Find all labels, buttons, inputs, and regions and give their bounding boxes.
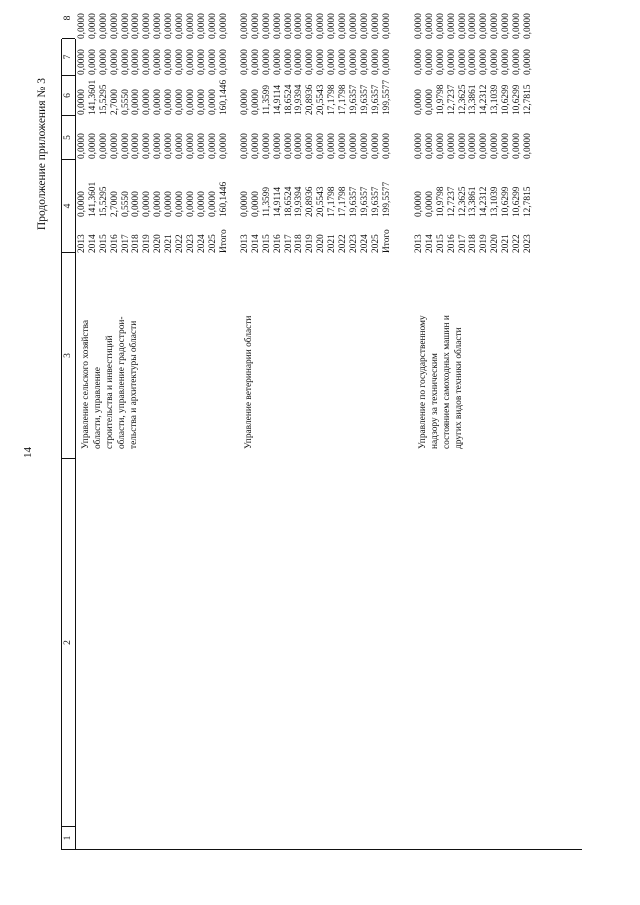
table-cell: 10,6299 (512, 84, 523, 115)
table-cell: 2020 (316, 234, 327, 253)
table-cell: 0,0000 (196, 13, 207, 39)
table-cell: 12,3625 (457, 186, 468, 217)
table-cell: 0,0000 (175, 49, 186, 75)
table-cell: 0,0000 (512, 133, 523, 159)
table-cell: 18,6524 (283, 84, 294, 115)
table-cell: 0,0000 (424, 191, 435, 217)
table-cell: 0,0000 (446, 49, 457, 75)
table-cell: 0,0000 (316, 133, 327, 159)
table-cell: 0,0000 (316, 49, 327, 75)
table-cell: 160,1446 (218, 181, 229, 217)
table-cell: 0,0000 (77, 89, 87, 115)
table-cell: 2019 (479, 234, 490, 253)
table-cell: 0,0000 (490, 13, 501, 39)
table-cell: 0,0000 (457, 13, 468, 39)
table-cell: 0,0000 (381, 49, 392, 75)
header-divider (62, 159, 75, 160)
table-cell: 0,0000 (250, 49, 261, 75)
table-cell: 0,0000 (457, 133, 468, 159)
table-cell: 0,0000 (272, 13, 283, 39)
table-cell: 0,0000 (164, 49, 175, 75)
table-cell: 0,0000 (153, 13, 164, 39)
header-col-7: 7 (63, 54, 73, 60)
table-cell: 0,0000 (501, 133, 512, 159)
table-cell: 0,0000 (424, 133, 435, 159)
table-cell: 0,0000 (120, 13, 131, 39)
table-cell: 0,0000 (490, 133, 501, 159)
table-cell: 0,0000 (120, 133, 131, 159)
agency-name (80, 249, 140, 449)
table-cell: 0,0000 (196, 191, 207, 217)
header-col-2: 2 (63, 640, 73, 645)
year-column (77, 217, 229, 253)
table-cell: 2025 (207, 234, 218, 253)
total-column (414, 159, 534, 217)
table-cell: 14,2312 (479, 84, 490, 115)
header-divider (62, 826, 75, 827)
header-col-4: 4 (63, 203, 73, 209)
table-cell: 12,7815 (522, 186, 533, 217)
table-cell: 13,3861 (468, 84, 479, 115)
table-cell: 11,3599 (261, 84, 272, 115)
table-cell: 15,5295 (98, 84, 109, 115)
table-cell: 0,0000 (435, 133, 446, 159)
table-cell: 0,0000 (77, 49, 87, 75)
local-budget-column (77, 39, 229, 75)
table-cell: 0,0000 (446, 133, 457, 159)
table-cell: 0,0000 (77, 13, 87, 39)
table-cell: 0,0000 (468, 13, 479, 39)
table-cell: 10,9798 (435, 186, 446, 217)
table-cell: 0,0000 (370, 13, 381, 39)
table-cell: 0,0000 (327, 49, 338, 75)
table-cell: 2019 (142, 234, 153, 253)
table-cell: 0,0000 (98, 49, 109, 75)
agency-line: других видов техники области (454, 327, 464, 449)
table-cell: 0,0000 (164, 191, 175, 217)
table-cell: 20,8936 (305, 186, 316, 217)
page-number: 14 (22, 447, 34, 458)
table-cell: 0,0000 (196, 133, 207, 159)
table-cell: 0,0000 (348, 133, 359, 159)
table-cell: 2022 (175, 234, 186, 253)
table-cell: 0,0000 (87, 49, 98, 75)
table-cell: 0,0000 (446, 13, 457, 39)
table-cell: 2014 (250, 234, 261, 253)
table-cell: 10,6299 (512, 186, 523, 217)
table-cell: 0,0000 (142, 133, 153, 159)
table-cell: 0,0000 (218, 13, 229, 39)
table-cell: 0,0000 (348, 13, 359, 39)
local-budget-column (240, 39, 392, 75)
table-cell: 0,0000 (283, 133, 294, 159)
budget-table (61, 13, 582, 850)
table-cell: 0,0000 (305, 13, 316, 39)
table-cell: 2016 (272, 234, 283, 253)
table-cell: 2021 (164, 234, 175, 253)
table-cell: 0,0000 (414, 13, 424, 39)
table-cell: 0,0000 (261, 49, 272, 75)
table-cell: 17,1798 (338, 186, 349, 217)
table-cell: 15,5295 (98, 186, 109, 217)
table-cell: 0,0000 (77, 133, 87, 159)
table-cell: 0,0000 (218, 133, 229, 159)
table-cell: 0,0000 (457, 49, 468, 75)
table-cell: 0,0000 (261, 133, 272, 159)
agency-line: Управление сельского хозяйства (81, 319, 91, 449)
table-cell: 19,6357 (359, 186, 370, 217)
regional-budget-column (414, 75, 534, 115)
table-cell: 160,1446 (218, 79, 229, 115)
table-cell: 0,0000 (196, 89, 207, 115)
table-cell: 12,3625 (457, 84, 468, 115)
agency-name (243, 249, 255, 449)
table-cell: 2023 (185, 234, 196, 253)
table-cell: 0,0000 (294, 133, 305, 159)
table-cell: 0,0000 (479, 49, 490, 75)
table-cell: 0,0000 (131, 89, 142, 115)
table-cell: 0,0000 (164, 89, 175, 115)
table-cell: 0,0000 (109, 13, 120, 39)
table-cell: 0,0000 (207, 191, 218, 217)
table-cell: 0,0000 (414, 49, 424, 75)
table-cell: 2015 (98, 234, 109, 253)
agency-line: тельства и архитектуры области (129, 320, 139, 449)
table-cell: 2022 (512, 234, 523, 253)
table-cell: 0,0000 (468, 133, 479, 159)
other-sources-column (77, 0, 229, 39)
federal-budget-column (77, 115, 229, 159)
table-cell: 0,0000 (175, 89, 186, 115)
table-cell: 0,0000 (207, 133, 218, 159)
table-cell: 0,0000 (240, 133, 250, 159)
agency-line: области, управление (93, 367, 103, 449)
table-cell: 0,0000 (348, 49, 359, 75)
table-cell: 0,0000 (131, 133, 142, 159)
table-cell: 0,0000 (142, 89, 153, 115)
table-cell: 19,9394 (294, 186, 305, 217)
table-cell: 2016 (109, 234, 120, 253)
table-cell: 0,0000 (512, 13, 523, 39)
table-cell: 0,0000 (207, 13, 218, 39)
year-column (414, 217, 534, 253)
table-cell: 199,5577 (381, 181, 392, 217)
table-cell: 0,0000 (250, 191, 261, 217)
total-column (240, 159, 392, 217)
table-cell: 0,0000 (414, 89, 424, 115)
header-col-5: 5 (63, 135, 73, 140)
year-column (240, 217, 392, 253)
table-cell: 0,0000 (120, 49, 131, 75)
table-cell: 0,0000 (305, 49, 316, 75)
table-cell: 0,0000 (153, 191, 164, 217)
table-cell: 0,0000 (283, 49, 294, 75)
local-budget-column (414, 39, 534, 75)
table-cell: 0,0000 (424, 13, 435, 39)
header-divider (62, 252, 75, 253)
table-cell: 2019 (305, 234, 316, 253)
table-cell: 2015 (261, 234, 272, 253)
table-cell: 0,0000 (359, 49, 370, 75)
agency-line: Управление по государственному (418, 315, 428, 449)
table-cell: 0,0000 (261, 13, 272, 39)
regional-budget-column (77, 75, 229, 115)
table-cell: 2018 (294, 234, 305, 253)
table-cell: 0,0000 (164, 133, 175, 159)
table-cell: 19,6357 (359, 84, 370, 115)
table-cell: 0,0000 (381, 13, 392, 39)
table-cell: 2023 (522, 234, 533, 253)
appendix-title: Продолжение приложения № 3 (36, 78, 48, 231)
table-cell: 0,0000 (370, 133, 381, 159)
table-cell: 2,7000 (109, 191, 120, 217)
table-cell: 0,0000 (207, 89, 218, 115)
table-cell: 0,0000 (522, 13, 533, 39)
header-divider (62, 75, 75, 76)
table-cell: 0,0000 (240, 49, 250, 75)
table-cell: 2014 (424, 234, 435, 253)
table-cell: 0,0000 (142, 191, 153, 217)
table-cell: 19,6357 (348, 84, 359, 115)
table-cell: 12,7237 (446, 186, 457, 217)
table-cell: 18,6524 (283, 186, 294, 217)
table-header-row (62, 15, 76, 849)
table-cell: 0,0000 (512, 49, 523, 75)
table-cell: 2013 (77, 234, 87, 253)
table-cell: 12,7815 (522, 84, 533, 115)
table-cell: 0,0000 (294, 49, 305, 75)
table-cell: 2017 (457, 234, 468, 253)
table-cell: 0,0000 (153, 49, 164, 75)
table-cell: 0,0000 (414, 133, 424, 159)
table-cell: 12,7237 (446, 84, 457, 115)
table-cell: 0,0000 (250, 89, 261, 115)
table-cell: 0,0000 (294, 13, 305, 39)
table-cell: 0,0000 (272, 49, 283, 75)
table-cell: 141,3601 (87, 181, 98, 217)
table-cell: 17,1798 (327, 186, 338, 217)
table-cell: 0,0000 (338, 133, 349, 159)
table-cell: 2023 (348, 234, 359, 253)
table-cell: 0,0000 (98, 13, 109, 39)
header-divider (62, 458, 75, 459)
table-cell: 0,0000 (479, 13, 490, 39)
table-cell: 0,0000 (153, 89, 164, 115)
table-cell: 0,0000 (370, 49, 381, 75)
table-cell: 10,6299 (501, 186, 512, 217)
table-cell: 0,0000 (240, 89, 250, 115)
table-cell: 0,0000 (175, 133, 186, 159)
table-cell: 0,0000 (272, 133, 283, 159)
table-cell: 0,0000 (175, 13, 186, 39)
table-cell: 0,0000 (501, 49, 512, 75)
table-cell: 14,9114 (272, 84, 283, 115)
table-cell: 199,5577 (381, 79, 392, 115)
table-cell: 0,0000 (490, 49, 501, 75)
table-cell: 2024 (359, 234, 370, 253)
table-cell: 13,1039 (490, 84, 501, 115)
table-cell: 0,0000 (164, 13, 175, 39)
agency-line: области, управление градострои- (117, 316, 127, 449)
table-cell: 0,5550 (120, 191, 131, 217)
table-cell: 2017 (283, 234, 294, 253)
table-cell: 0,0000 (185, 89, 196, 115)
table-cell: 19,6357 (370, 84, 381, 115)
table-cell: 0,0000 (338, 13, 349, 39)
table-cell: 0,0000 (131, 191, 142, 217)
table-cell: 2014 (87, 234, 98, 253)
table-cell: 0,0000 (142, 49, 153, 75)
table-cell: 11,3599 (261, 186, 272, 217)
table-cell: 0,0000 (522, 49, 533, 75)
table-cell: 2021 (501, 234, 512, 253)
table-cell: 2015 (435, 234, 446, 253)
table-cell: 10,6299 (501, 84, 512, 115)
table-cell: 2022 (338, 234, 349, 253)
table-cell: 2017 (120, 234, 131, 253)
table-cell: 0,0000 (305, 133, 316, 159)
table-cell: 0,0000 (283, 13, 294, 39)
table-cell: 0,0000 (414, 191, 424, 217)
table-cell: 2018 (131, 234, 142, 253)
table-cell: 17,1798 (327, 84, 338, 115)
agency-name (417, 249, 465, 449)
table-cell: 0,0000 (109, 133, 120, 159)
table-cell: 0,0000 (109, 49, 120, 75)
other-sources-column (240, 0, 392, 39)
table-cell: 0,0000 (131, 13, 142, 39)
table-cell: 0,0000 (142, 13, 153, 39)
table-cell: Итого (218, 229, 229, 253)
table-cell: 0,0000 (424, 89, 435, 115)
table-cell: 0,0000 (218, 49, 229, 75)
table-cell: 0,0000 (250, 13, 261, 39)
table-cell: 17,1798 (338, 84, 349, 115)
table-cell: 0,0000 (522, 133, 533, 159)
table-cell: 0,0000 (327, 13, 338, 39)
table-cell: 0,0000 (185, 13, 196, 39)
header-col-8: 8 (63, 15, 73, 21)
federal-budget-column (414, 115, 534, 159)
table-cell: 0,5550 (120, 89, 131, 115)
table-cell: 0,0000 (327, 133, 338, 159)
table-cell: 14,2312 (479, 186, 490, 217)
agency-line: надзору за техническим (430, 353, 440, 449)
table-cell: 2021 (327, 234, 338, 253)
table-cell: 0,0000 (87, 133, 98, 159)
agency-line: состоянием самоходных машин и (442, 315, 452, 449)
agency-line: Управление ветеринарии области (244, 315, 254, 449)
header-col-6: 6 (63, 93, 73, 98)
table-cell: 13,1039 (490, 186, 501, 217)
header-divider (62, 115, 75, 116)
table-cell: 2016 (446, 234, 457, 253)
table-cell: 19,6357 (370, 186, 381, 217)
table-cell: 0,0000 (501, 13, 512, 39)
table-cell: 14,9114 (272, 186, 283, 217)
table-cell: 0,0000 (207, 49, 218, 75)
table-cell: 2,7000 (109, 89, 120, 115)
table-cell: 0,0000 (435, 13, 446, 39)
table-cell: 19,6357 (348, 186, 359, 217)
total-column (77, 159, 229, 217)
table-cell: 20,5543 (316, 84, 327, 115)
table-cell: 20,5543 (316, 186, 327, 217)
table-cell: 0,0000 (381, 133, 392, 159)
header-col-3: 3 (63, 353, 73, 358)
table-cell: 0,0000 (185, 49, 196, 75)
table-cell: 2020 (153, 234, 164, 253)
table-cell: 2013 (240, 234, 250, 253)
table-cell: 0,0000 (153, 133, 164, 159)
table-cell: 0,0000 (250, 133, 261, 159)
table-cell: 19,9394 (294, 84, 305, 115)
table-cell: 141,3601 (87, 79, 98, 115)
table-cell: 0,0000 (185, 133, 196, 159)
table-cell: 2024 (196, 234, 207, 253)
table-cell: 2025 (370, 234, 381, 253)
agency-line: строительства и инвестиций (105, 335, 115, 449)
table-cell: 0,0000 (131, 49, 142, 75)
table-cell: 0,0000 (338, 49, 349, 75)
table-cell: 2020 (490, 234, 501, 253)
table-cell: Итого (381, 229, 392, 253)
table-cell: 0,0000 (435, 49, 446, 75)
table-cell: 0,0000 (196, 49, 207, 75)
regional-budget-column (240, 75, 392, 115)
table-cell: 0,0000 (185, 191, 196, 217)
table-cell: 0,0000 (175, 191, 186, 217)
table-cell: 0,0000 (359, 13, 370, 39)
table-cell: 2018 (468, 234, 479, 253)
table-cell: 0,0000 (240, 13, 250, 39)
header-col-1: 1 (63, 835, 73, 841)
table-cell: 0,0000 (98, 133, 109, 159)
table-cell: 0,0000 (359, 133, 370, 159)
table-cell: 2013 (414, 234, 424, 253)
table-cell: 0,0000 (316, 13, 327, 39)
table-cell: 0,0000 (240, 191, 250, 217)
header-divider (62, 38, 75, 39)
other-sources-column (414, 0, 534, 39)
table-cell: 0,0000 (77, 191, 87, 217)
table-cell: 10,9798 (435, 84, 446, 115)
table-cell: 20,8936 (305, 84, 316, 115)
table-cell: 0,0000 (479, 133, 490, 159)
table-cell: 0,0000 (424, 49, 435, 75)
table-cell: 0,0000 (468, 49, 479, 75)
table-cell: 13,3861 (468, 186, 479, 217)
table-cell: 0,0000 (87, 13, 98, 39)
federal-budget-column (240, 115, 392, 159)
